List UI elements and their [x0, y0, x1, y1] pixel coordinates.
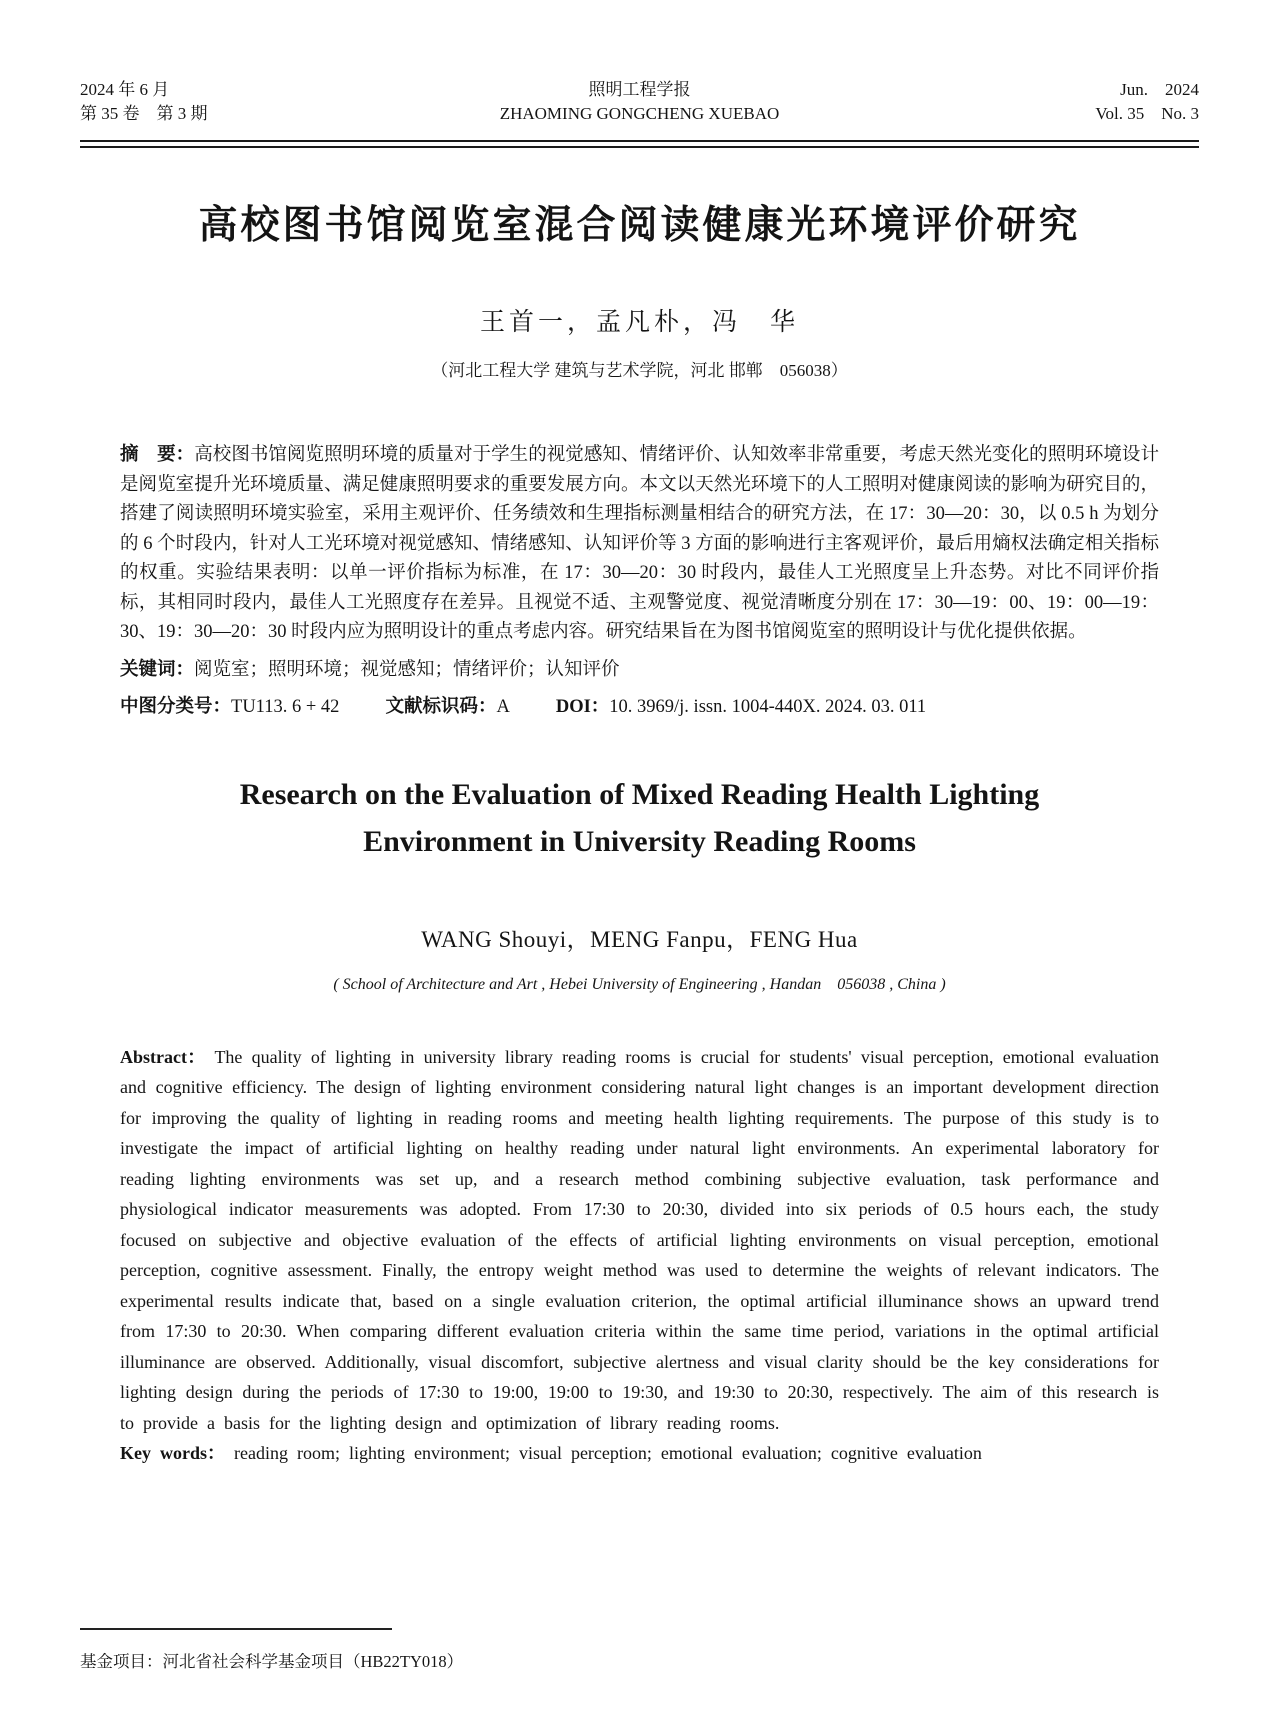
- issue-info-en-block: [969, 78, 1199, 126]
- abstract-label-zh: 摘 要：: [120, 443, 195, 464]
- funding-note: [80, 1648, 1199, 1672]
- funding-label: 基金项目：: [80, 1652, 163, 1671]
- issue-date-block: [80, 78, 310, 126]
- authors-en: WANG Shouyi，MENG Fanpu，FENG Hua: [421, 926, 858, 952]
- clc-group: [120, 697, 339, 717]
- keywords-text-zh: 阅览室；照明环境；视觉感知；情绪评价；认知评价: [194, 659, 620, 680]
- doc-code-label: 文献标识码：: [385, 695, 497, 716]
- abstract-paragraph-zh: [120, 439, 1159, 648]
- article-title-en: Research on the Evaluation of Mixed Reading Health Lighting Environment in University Reading Rooms: [239, 777, 1040, 858]
- abstract-text-zh: 高校图书馆阅览照明环境的质量对于学生的视觉感知、情绪评价、认知效率非常重要，考虑天然光变化的照明环境设计是阅览室提升光环境质量、满足健康照明要求的重要发展方向。本文以天然光环境下的人工照明对健康阅读的影响为研究目的，搭建了阅读照明环境实验室，采用主观评价、任务绩效和生理指标测量相结合的研究方法，在 17：30—20：30，以 0.5 h 为划分的 6 个时段内，针对人工光环境对视觉感知、情绪感知、认知评价等 3 方面的影响进行主客观评价，最后用熵权法确定相关指标的权重。实验结果表明：以单一评价指标为标准，在 17：30—20：30 时段内，最佳人工光照度呈上升态势。对比不同评价指标，其相同时段内，最佳人工光照度存在差异。且视觉不适、主观警觉度、视觉清晰度分别在 17：30—19：00、19：00—19：30、19：30—20：30 时段内应为照明设计的重点考虑内容。研究结果旨在为图书馆阅览室的照明设计与优化提供依据。: [120, 445, 1159, 642]
- footnote-area: [80, 1628, 1199, 1672]
- doc-code-group: [385, 697, 509, 717]
- keywords-label-en: Key words：: [120, 1443, 225, 1463]
- clc-value: TU113. 6 + 42: [231, 697, 340, 717]
- doi-group: [556, 697, 926, 717]
- footnote-divider: [80, 1628, 392, 1630]
- doc-code-value: A: [496, 697, 510, 717]
- article-title-zh: 高校图书馆阅览室混合阅读健康光环境评价研究: [198, 204, 1081, 247]
- header-divider: [80, 140, 1199, 148]
- abstract-paragraph-en: [120, 1042, 1159, 1439]
- keywords-line-en: [120, 1438, 1159, 1469]
- authors-zh: 王首一，孟凡朴，冯 华: [479, 309, 799, 336]
- keywords-text-en: reading room; lighting environment; visual perception; emotional evaluation; cognitive evaluation: [234, 1443, 982, 1463]
- volume-issue-cn: 第 35 卷 第 3 期: [80, 104, 208, 123]
- abstract-label-en: Abstract：: [120, 1046, 206, 1067]
- meta-line: [120, 691, 1159, 723]
- funding-text: 河北省社会科学基金项目（HB22TY018）: [162, 1652, 464, 1671]
- affiliation-en: ( School of Architecture and Art , Hebei University of Engineering , Handan 056038 , China ): [333, 975, 946, 993]
- doi-label: DOI：: [555, 697, 610, 717]
- journal-title-pinyin: ZHAOMING GONGCHENG XUEBAO: [499, 104, 780, 123]
- issue-date-en: Jun. 2024: [1120, 80, 1199, 99]
- volume-issue-en: Vol. 35 No. 3: [1095, 104, 1199, 123]
- affiliation-zh: （河北工程大学 建筑与艺术学院，河北 邯郸 056038）: [431, 361, 848, 380]
- keywords-line-zh: [120, 654, 1159, 686]
- issue-date-cn: 2024 年 6 月: [80, 80, 170, 99]
- clc-label: 中图分类号：: [120, 695, 232, 716]
- keywords-label-zh: 关键词：: [120, 657, 195, 679]
- journal-title-block: [310, 78, 969, 126]
- abstract-text-en: The quality of lighting in university library reading rooms is crucial for students' visual perception, emotional evaluation and cognitive efficiency. The design of lighting environment considering natural light changes is an important development direction for improving the quality of lighting in reading rooms and meeting health lighting requirements. The purpose of this study is to investigate the impact of artificial lighting on healthy reading under natural light environments. An experimental laboratory for reading lighting environments was set up, and a research method combining subjective evaluation, task performance and physiological indicator measurements was adopted. From 17:30 to 20:30, divided into six periods of 0.5 hours each, the study focused on subjective and objective evaluation of the effects of artificial lighting environments on visual perception, emotional perception, cognitive assessment. Finally, the entropy weight method was used to determine the weights of relevant indicators. The experimental results indicate that, based on a single evaluation criterion, the optimal artificial illuminance shows an upward trend from 17:30 to 20:30. When comparing different evaluation criteria within the same time period, variations in the optimal artificial illuminance are observed. Additionally, visual discomfort, subjective alertness and visual clarity should be the key considerations for lighting design during the periods of 17:30 to 19:00, 19:00 to 19:30, and 19:30 to 20:30, respectively. The aim of this research is to provide a basis for the lighting design and optimization of library reading rooms.: [120, 1046, 1159, 1433]
- doi-value: 10. 3969/j. issn. 1004-440X. 2024. 03. 011: [609, 697, 927, 717]
- journal-header: [80, 78, 1199, 126]
- journal-title-cn: 照明工程学报: [588, 80, 691, 99]
- abstract-block-zh: [120, 439, 1159, 723]
